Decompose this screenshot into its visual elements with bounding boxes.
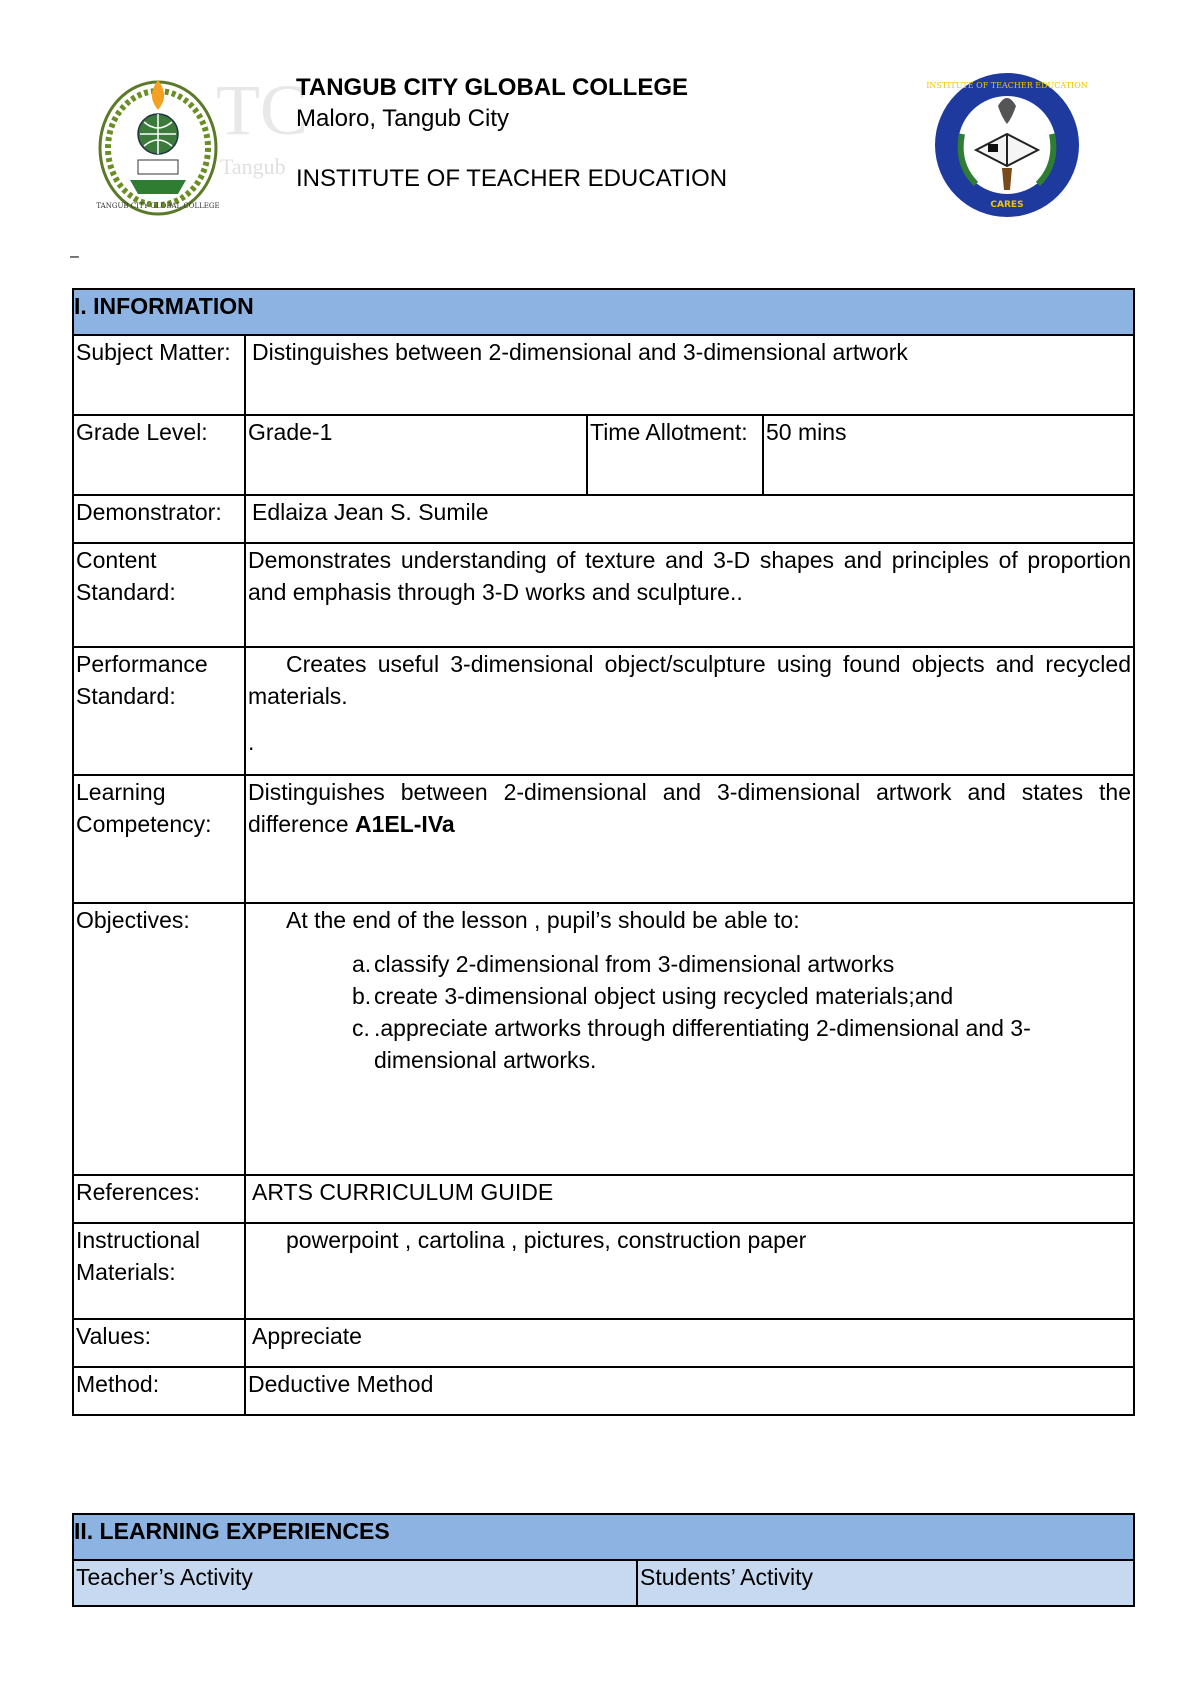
demonstrator-row bbox=[73, 495, 1134, 543]
objective-item: b. create 3-dimensional object using recycled materials;and bbox=[352, 983, 954, 1009]
method-value: Deductive Method bbox=[245, 1367, 1134, 1415]
method-row bbox=[73, 1367, 1134, 1415]
content-standard-value: Demonstrates understanding of texture and 3-D shapes and principles of proportion and emphasis through 3-D works and sculpture.. bbox=[245, 543, 1134, 647]
students-activity-header: Students’ Activity bbox=[637, 1560, 1134, 1606]
performance-standard-label: Performance Standard: bbox=[73, 647, 245, 775]
teacher-activity-header: Teacher’s Activity bbox=[73, 1560, 637, 1606]
learning-experiences-table bbox=[72, 1513, 1135, 1607]
left-logo-text: TANGUB CITY GLOBAL COLLEGE bbox=[96, 202, 220, 210]
learning-competency-row bbox=[73, 775, 1134, 903]
values-row bbox=[73, 1319, 1134, 1367]
information-heading-row bbox=[73, 289, 1134, 335]
learning-competency-cell bbox=[245, 775, 1134, 903]
information-heading: I. INFORMATION bbox=[73, 289, 1134, 335]
objectives-list bbox=[248, 948, 1131, 1076]
learning-heading-row bbox=[73, 1514, 1134, 1560]
materials-row bbox=[73, 1223, 1134, 1319]
learning-heading: II. LEARNING EXPERIENCES bbox=[73, 1514, 1134, 1560]
information-table bbox=[72, 288, 1135, 1416]
grade-label: Grade Level: bbox=[73, 415, 245, 495]
values-value: Appreciate bbox=[245, 1319, 1134, 1367]
demonstrator-label: Demonstrator: bbox=[73, 495, 245, 543]
method-label: Method: bbox=[73, 1367, 245, 1415]
objective-item: a. classify 2-dimensional from 3-dimensional artworks bbox=[352, 951, 895, 977]
time-value: 50 mins bbox=[763, 415, 1134, 495]
subject-value: Distinguishes between 2-dimensional and 3-dimensional artwork bbox=[245, 335, 1134, 415]
learning-competency-value: Distinguishes between 2-dimensional and 3-dimensional artwork and states the difference bbox=[248, 779, 1131, 837]
institute-seal bbox=[926, 72, 1088, 218]
references-row bbox=[73, 1175, 1134, 1223]
objectives-row bbox=[73, 903, 1134, 1175]
seal-text: INSTITUTE OF TEACHER EDUCATION bbox=[926, 81, 1088, 90]
content-standard-row bbox=[73, 543, 1134, 647]
objectives-cell bbox=[245, 903, 1134, 1175]
competency-code: A1EL-IVa bbox=[354, 811, 455, 837]
subject-label: Subject Matter: bbox=[73, 335, 245, 415]
seal-motto: CARES bbox=[990, 200, 1024, 210]
college-address: Maloro, Tangub City bbox=[296, 105, 509, 132]
document-header bbox=[296, 72, 727, 194]
references-label: References: bbox=[73, 1175, 245, 1223]
grade-value: Grade-1 bbox=[245, 415, 587, 495]
performance-standard-row bbox=[73, 647, 1134, 775]
performance-standard-cell bbox=[245, 647, 1134, 775]
materials-label: Instructional Materials: bbox=[73, 1223, 245, 1319]
references-value: ARTS CURRICULUM GUIDE bbox=[245, 1175, 1134, 1223]
grade-time-row bbox=[73, 415, 1134, 495]
svg-text:Tangub: Tangub bbox=[220, 154, 286, 179]
college-name: TANGUB CITY GLOBAL COLLEGE bbox=[296, 74, 689, 101]
learning-columns-row bbox=[73, 1560, 1134, 1606]
objective-item: c. .appreciate artworks through differentiating 2-dimensional and 3-dimensional artworks. bbox=[352, 1015, 1031, 1073]
learning-competency-label: Learning Competency: bbox=[73, 775, 245, 903]
materials-value: powerpoint , cartolina , pictures, construction paper bbox=[245, 1223, 1134, 1319]
stray-dash: – bbox=[70, 248, 79, 265]
demonstrator-value: Edlaiza Jean S. Sumile bbox=[245, 495, 1134, 543]
values-label: Values: bbox=[73, 1319, 245, 1367]
institute-name: INSTITUTE OF TEACHER EDUCATION bbox=[296, 165, 728, 192]
time-label: Time Allotment: bbox=[587, 415, 763, 495]
objectives-intro: At the end of the lesson , pupil’s should be able to: bbox=[286, 907, 800, 933]
performance-standard-extra: . bbox=[248, 729, 255, 755]
performance-standard-value: Creates useful 3-dimensional object/sculpture using found objects and recycled materials. bbox=[248, 651, 1131, 709]
subject-row bbox=[73, 335, 1134, 415]
content-standard-label: Content Standard: bbox=[73, 543, 245, 647]
svg-text:TC: TC bbox=[216, 70, 309, 150]
college-logo bbox=[96, 70, 309, 217]
objectives-label: Objectives: bbox=[73, 903, 245, 1175]
